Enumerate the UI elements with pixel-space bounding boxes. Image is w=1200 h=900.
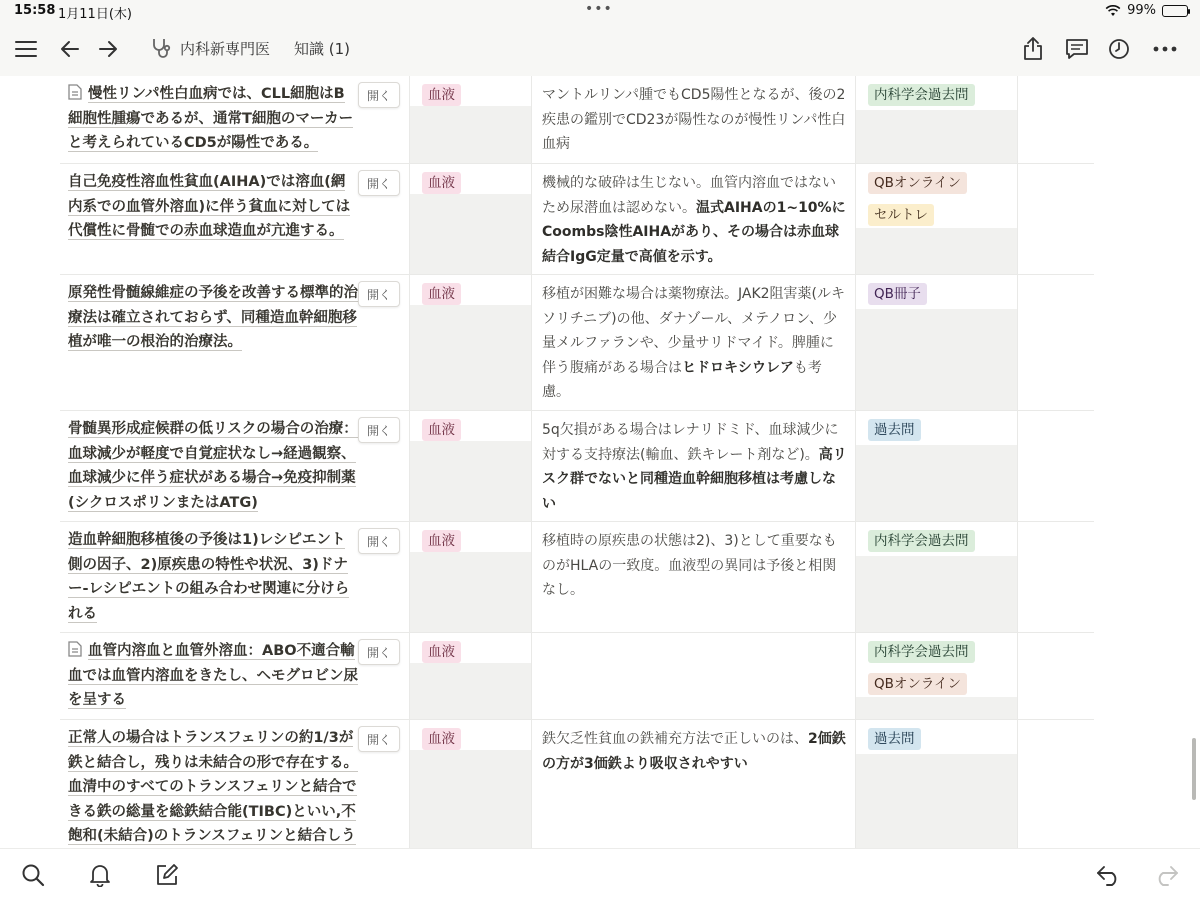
empty-cell[interactable]: [1018, 76, 1094, 163]
page-icon: [68, 641, 82, 657]
breadcrumb-workspace[interactable]: 内科新専門医: [180, 39, 271, 58]
source-tag: QBオンライン: [868, 172, 967, 194]
note-cell[interactable]: [532, 720, 856, 848]
title-cell[interactable]: [60, 522, 410, 632]
share-icon[interactable]: [1018, 34, 1048, 64]
search-icon[interactable]: [19, 861, 47, 889]
open-button[interactable]: 開く: [358, 82, 400, 108]
more-options-icon[interactable]: [1150, 34, 1180, 64]
category-cell[interactable]: [410, 275, 532, 410]
note-cell[interactable]: [532, 164, 856, 274]
page-icon: [68, 84, 82, 100]
open-button[interactable]: 開く: [358, 726, 400, 752]
source-tag: QB冊子: [868, 283, 927, 305]
row-note: 5q欠損がある場合はレナリドミド、血球減少に対する支持療法(輸血、鉄キレート剤など)。高リスク群でないと同種造血幹細胞移植は考慮しない: [542, 422, 847, 512]
menu-icon[interactable]: [11, 34, 41, 64]
open-button[interactable]: 開く: [358, 170, 400, 196]
row-note: 移植が困難な場合は薬物療法。JAK2阻害薬(ルキソリチニブ)の他、ダナゾール、メテノロン、少量メルファランや、少量サリドマイド。脾腫に伴う腹痛がある場合はヒドロキシウレアも考慮。: [542, 286, 846, 400]
note-cell[interactable]: [532, 633, 856, 719]
row-title: 自己免疫性溶血性貧血(AIHA)では溶血(網内系での血管外溶血)に伴う貧血に対しては代償性に骨髄での赤血球造血が亢進する。: [68, 174, 351, 239]
status-time: 15:58: [14, 3, 56, 18]
note-cell[interactable]: [532, 275, 856, 410]
source-cell[interactable]: [856, 76, 1018, 163]
row-note: 鉄欠乏性貧血の鉄補充方法で正しいのは、2価鉄の方が3価鉄より吸収されやすい: [542, 731, 846, 772]
database-table: [0, 76, 1200, 848]
source-cell[interactable]: [856, 720, 1018, 848]
note-cell[interactable]: [532, 411, 856, 521]
empty-cell[interactable]: [1018, 720, 1094, 848]
title-cell[interactable]: [60, 164, 410, 274]
title-cell[interactable]: [60, 411, 410, 521]
forward-arrow-icon[interactable]: [93, 34, 123, 64]
category-tag: 血液: [422, 283, 461, 305]
category-tag: 血液: [422, 84, 461, 106]
row-note: マントルリンパ腫でもCD5陽性となるが、後の2疾患の鑑別でCD23が陽性なのが慢性リンパ性白血病: [542, 87, 846, 152]
source-tag: 過去問: [868, 419, 921, 441]
status-date: 1月11日(木): [58, 7, 132, 22]
source-cell[interactable]: [856, 275, 1018, 410]
open-button[interactable]: 開く: [358, 639, 400, 665]
redo-icon[interactable]: [1152, 861, 1180, 889]
empty-cell[interactable]: [1018, 522, 1094, 632]
row-title: 造血幹細胞移植後の予後は1)レシピエント側の因子、2)原疾患の特性や状況、3)ドナー-レシピエントの組み合わせ関連に分けられる: [68, 532, 350, 622]
row-title: 慢性リンパ性白血病では、CLL細胞はB細胞性腫瘍であるが、通常T細胞のマーカーと考えられているCD5が陽性である。: [68, 86, 354, 151]
title-cell[interactable]: [60, 275, 410, 410]
category-cell[interactable]: [410, 411, 532, 521]
status-right: [1105, 3, 1188, 18]
open-button[interactable]: 開く: [358, 281, 400, 307]
category-cell[interactable]: [410, 720, 532, 848]
category-cell[interactable]: [410, 76, 532, 163]
bottom-toolbar: [0, 848, 1200, 900]
category-cell[interactable]: [410, 164, 532, 274]
breadcrumb: [150, 37, 350, 59]
table-row[interactable]: [60, 633, 1094, 720]
bell-icon[interactable]: [86, 861, 114, 889]
row-title: 血管内溶血と血管外溶血：ABO不適合輸血では血管内溶血をきたし、ヘモグロビン尿を呈する: [68, 643, 358, 708]
stethoscope-icon: [150, 37, 172, 59]
multitask-dots-icon[interactable]: •••: [585, 1, 613, 17]
category-tag: 血液: [422, 728, 461, 750]
table-row[interactable]: [60, 720, 1094, 848]
note-cell[interactable]: [532, 76, 856, 163]
table-row[interactable]: [60, 275, 1094, 411]
title-cell[interactable]: [60, 633, 410, 719]
category-cell[interactable]: [410, 633, 532, 719]
row-note: 機械的な破砕は生じない。血管内溶血ではないため尿潜血は認めない。温式AIHAの1~10%にCoombs陰性AIHAがあり、その場合は赤血球結合IgG定量で高値を示す。: [542, 175, 846, 265]
new-page-icon[interactable]: [153, 861, 181, 889]
source-tag: 内科学会過去問: [868, 641, 975, 663]
battery-icon: [1162, 5, 1188, 17]
open-button[interactable]: 開く: [358, 528, 400, 554]
history-clock-icon[interactable]: [1104, 34, 1134, 64]
empty-cell[interactable]: [1018, 164, 1094, 274]
back-arrow-icon[interactable]: [55, 34, 85, 64]
vertical-scrollbar[interactable]: [1192, 738, 1196, 800]
empty-cell[interactable]: [1018, 275, 1094, 410]
source-tag: QBオンライン: [868, 673, 967, 695]
source-tag: セルトレ: [868, 204, 934, 226]
breadcrumb-page[interactable]: 知識 (1): [294, 39, 351, 58]
source-tag: 内科学会過去問: [868, 84, 975, 106]
category-tag: 血液: [422, 530, 461, 552]
table-row[interactable]: [60, 522, 1094, 633]
source-tag: 内科学会過去問: [868, 530, 975, 552]
top-toolbar: [0, 22, 1200, 76]
title-cell[interactable]: [60, 76, 410, 163]
table-row[interactable]: [60, 164, 1094, 275]
note-cell[interactable]: [532, 522, 856, 632]
title-cell[interactable]: [60, 720, 410, 848]
table-row[interactable]: [60, 411, 1094, 522]
row-note: 移植時の原疾患の状態は2)、3)として重要なものがHLAの一致度。血液型の異同は予後と相関なし。: [542, 533, 837, 598]
wifi-icon: [1105, 5, 1121, 17]
category-tag: 血液: [422, 641, 461, 663]
source-cell[interactable]: [856, 633, 1018, 719]
comments-icon[interactable]: [1062, 34, 1092, 64]
empty-cell[interactable]: [1018, 411, 1094, 521]
source-tag: 過去問: [868, 728, 921, 750]
row-title: 原発性骨髄線維症の予後を改善する標準的治療法は確立されておらず、同種造血幹細胞移植が唯一の根治的治療法。: [68, 285, 358, 350]
row-title: 骨髄異形成症候群の低リスクの場合の治療：血球減少が軽度で自覚症状なし→経過観察、血球減少に伴う症状がある場合→免疫抑制薬(シクロスポリンまたはATG): [68, 421, 358, 511]
category-cell[interactable]: [410, 522, 532, 632]
source-cell[interactable]: [856, 164, 1018, 274]
source-cell[interactable]: [856, 411, 1018, 521]
battery-percent: 99%: [1127, 3, 1156, 18]
source-cell[interactable]: [856, 522, 1018, 632]
status-bar: [0, 0, 1200, 22]
undo-icon[interactable]: [1095, 861, 1123, 889]
empty-cell[interactable]: [1018, 633, 1094, 719]
table-row[interactable]: [60, 76, 1094, 164]
row-title: 正常人の場合はトランスフェリンの約1/3が鉄と結合し，残りは未結合の形で存在する。血清中のすべてのトランスフェリンと結合できる鉄の総量を総鉄結合能(TIBC)といい,不飽和(未結合)のトランスフェリンと結合しう: [68, 730, 358, 844]
category-tag: 血液: [422, 419, 461, 441]
category-tag: 血液: [422, 172, 461, 194]
open-button[interactable]: 開く: [358, 417, 400, 443]
